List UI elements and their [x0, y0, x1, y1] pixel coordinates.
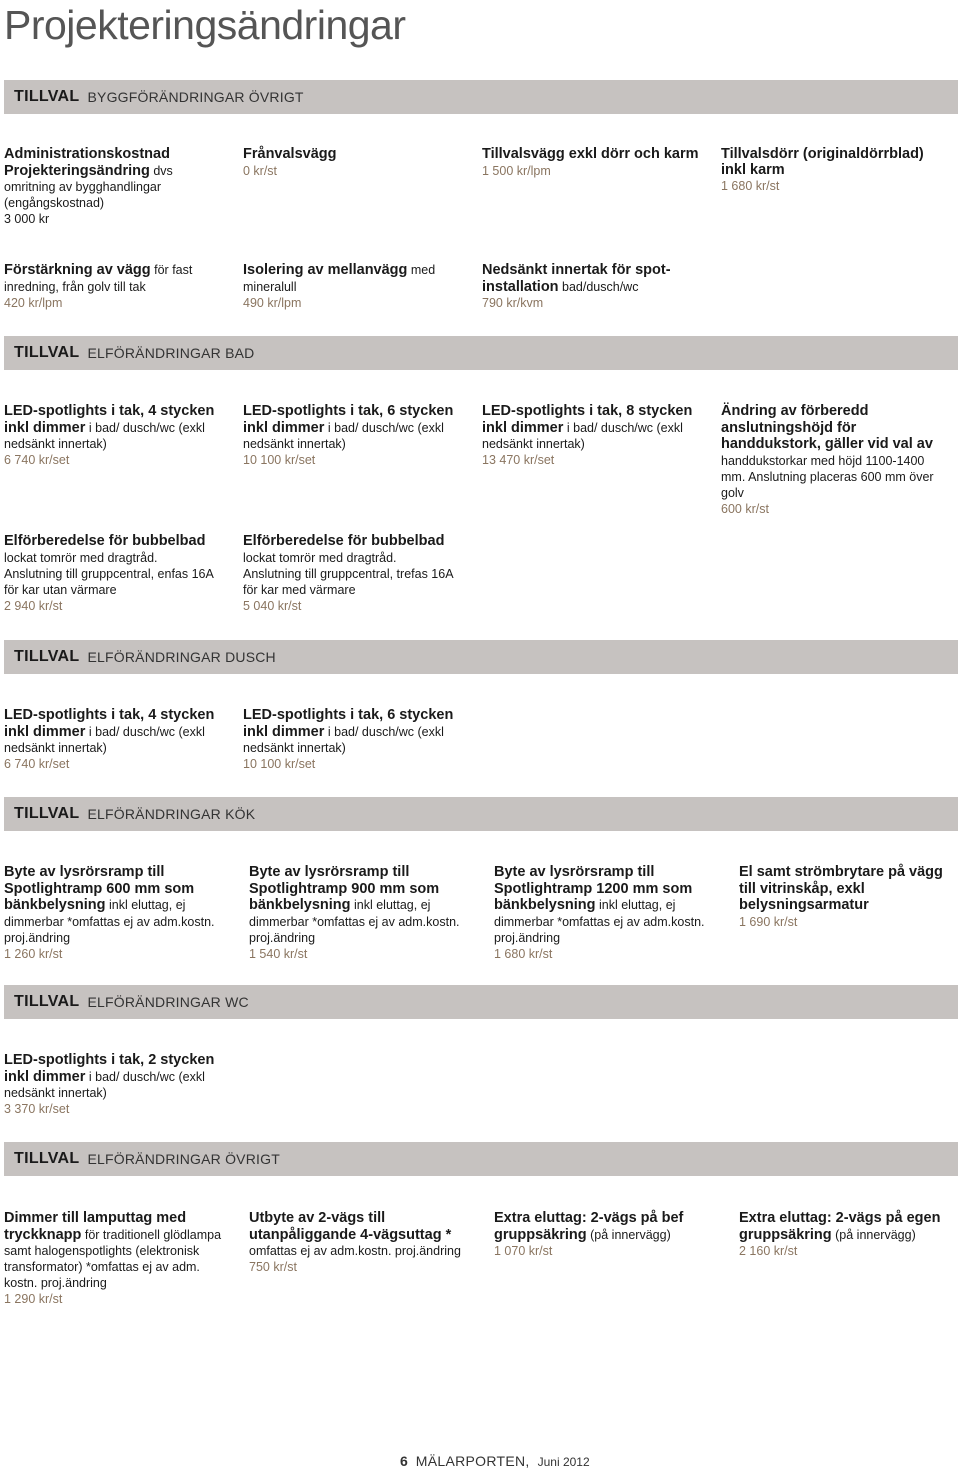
option-title: El samt strömbrytare på vägg till vitrinskåp, exkl belysningsarmatur — [739, 864, 943, 913]
section-header-el-ovrigt — [4, 1142, 958, 1176]
option-description: i bad/ dusch/wc (exkl nedsänkt innertak) — [4, 724, 205, 755]
section-header-el-dusch — [4, 640, 958, 674]
option-item — [4, 262, 243, 311]
section-tag: TILLVAL — [14, 993, 80, 1010]
option-price: 2 160 kr/st — [739, 1244, 798, 1258]
option-price: 1 680 kr/st — [721, 179, 780, 193]
option-price: 3 000 kr — [4, 212, 50, 226]
option-description: Anslutning till gruppcentral, trefas 16A — [243, 566, 454, 581]
option-description: omfattas ej av adm.kostn. proj.ändring — [249, 1244, 461, 1258]
section-tag: TILLVAL — [14, 648, 80, 665]
option-description: inkl eluttag, ej dimmerbar *omfattas ej av adm.kostn. proj.ändring — [249, 898, 460, 945]
option-title: Ändring av förberedd anslutningshöjd för handdukstork, gäller vid val av — [721, 403, 933, 452]
option-description: inkl eluttag, ej dimmerbar *omfattas ej av adm.kostn. proj.ändring — [4, 898, 215, 945]
option-title: Byte av lysrörsramp till Spotlightramp 600 mm som bänkbelysning — [4, 864, 195, 913]
option-item — [721, 403, 960, 517]
item-row — [4, 707, 482, 772]
option-title: Elförberedelse för bubbelbad — [243, 533, 445, 549]
option-price: 3 370 kr/set — [4, 1102, 70, 1116]
section-header-el-bad — [4, 336, 958, 370]
option-title: LED-spotlights i tak, 4 stycken inkl dimmer — [4, 403, 215, 436]
option-item — [4, 147, 243, 227]
option-item — [482, 147, 721, 227]
option-description: i bad/ dusch/wc (exkl nedsänkt innertak) — [4, 1069, 205, 1100]
option-price: 1 680 kr/st — [494, 946, 553, 961]
option-price: 1 540 kr/st — [249, 946, 308, 961]
option-description: Anslutning till gruppcentral, enfas 16A — [4, 566, 214, 581]
option-price: 5 040 kr/st — [243, 598, 302, 613]
section-tag: TILLVAL — [14, 344, 80, 361]
option-item — [4, 1210, 249, 1307]
option-description: i bad/ dusch/wc (exkl nedsänkt innertak) — [482, 420, 683, 451]
option-description: handdukstorkar med höjd 1100-1400 mm. Anslutning placeras 600 mm över golv — [721, 453, 934, 500]
option-description: inkl eluttag, ej dimmerbar *omfattas ej av adm.kostn. proj.ändring — [494, 898, 705, 945]
option-item — [243, 147, 482, 227]
option-title: Frånvalsvägg — [243, 146, 337, 162]
option-description: i bad/ dusch/wc (exkl nedsänkt innertak) — [243, 420, 444, 451]
option-title: LED-spotlights i tak, 6 stycken inkl dimmer — [243, 707, 454, 740]
option-title: Elförberedelse för bubbelbad — [4, 533, 206, 549]
option-price: 600 kr/st — [721, 501, 769, 516]
option-title: Isolering av mellanvägg — [243, 262, 408, 278]
option-description: (på innervägg) — [831, 1227, 916, 1242]
option-title: Byte av lysrörsramp till Spotlightramp 1200 mm som bänkbelysning — [494, 864, 693, 913]
section-header-el-kok — [4, 797, 958, 831]
option-description: lockat tomrör med dragtråd. — [243, 550, 397, 565]
option-price: 420 kr/lpm — [4, 295, 63, 310]
option-item — [4, 707, 243, 772]
option-item — [494, 1210, 739, 1307]
publication-date: Juni 2012 — [537, 1455, 590, 1469]
option-description: med mineralull — [243, 263, 436, 294]
section-tag: TILLVAL — [14, 88, 80, 105]
item-row — [4, 1210, 959, 1307]
option-item — [249, 864, 494, 962]
section-subtitle: ELFÖRÄNDRINGAR WC — [87, 994, 249, 1010]
option-item — [739, 864, 959, 962]
option-title: LED-spotlights i tak, 6 stycken inkl dimmer — [243, 403, 454, 436]
option-item — [721, 147, 960, 227]
option-title: Tillvalsvägg exkl dörr och karm — [482, 146, 699, 162]
option-price: 1 260 kr/st — [4, 946, 63, 961]
option-title: Förstärkning av vägg — [4, 262, 151, 278]
option-price: 1 070 kr/st — [494, 1244, 553, 1258]
option-description: omritning av bygghandlingar — [4, 180, 162, 194]
page-footer — [400, 1453, 590, 1469]
option-price: 1 290 kr/st — [4, 1292, 63, 1306]
option-description: lockat tomrör med dragtråd. — [4, 550, 158, 565]
option-item — [243, 534, 482, 614]
option-title: Byte av lysrörsramp till Spotlightramp 900 mm som bänkbelysning — [249, 864, 440, 913]
option-title: Administrationskostnad — [4, 146, 170, 162]
option-description: (engångskostnad) — [4, 196, 105, 210]
option-title: Nedsänkt innertak för spot-installation — [482, 262, 671, 295]
section-subtitle: ELFÖRÄNDRINGAR DUSCH — [87, 649, 276, 665]
item-row — [4, 534, 482, 614]
option-title: Dimmer till lamputtag med tryckknapp — [4, 1210, 187, 1243]
option-item — [494, 864, 739, 962]
section-tag: TILLVAL — [14, 805, 80, 822]
page-title: Projekteringsändringar — [4, 2, 406, 48]
section-subtitle: ELFÖRÄNDRINGAR BAD — [87, 345, 255, 361]
section-subtitle: ELFÖRÄNDRINGAR ÖVRIGT — [87, 1151, 280, 1167]
item-row — [4, 1052, 243, 1117]
section-header-el-wc — [4, 985, 958, 1019]
option-item — [243, 403, 482, 517]
option-price: 10 100 kr/set — [243, 453, 316, 467]
option-price: 13 470 kr/set — [482, 453, 555, 467]
option-price: 1 690 kr/st — [739, 914, 798, 929]
option-description: (på innervägg) — [586, 1227, 671, 1242]
option-item — [243, 707, 482, 772]
option-price: 10 100 kr/set — [243, 757, 316, 771]
option-item — [4, 403, 243, 517]
item-row — [4, 262, 721, 311]
option-description: bad/dusch/wc — [558, 279, 639, 294]
option-item — [4, 1052, 243, 1117]
option-price: 490 kr/lpm — [243, 295, 302, 310]
option-description: för fast inredning, från golv till tak — [4, 263, 193, 294]
option-title: LED-spotlights i tak, 4 stycken inkl dimmer — [4, 707, 215, 740]
option-price: 0 kr/st — [243, 163, 278, 178]
option-title: LED-spotlights i tak, 2 stycken inkl dimmer — [4, 1052, 215, 1085]
option-description: i bad/ dusch/wc (exkl nedsänkt innertak) — [243, 724, 444, 755]
item-row — [4, 403, 960, 517]
option-price: 750 kr/st — [249, 1260, 297, 1274]
item-row — [4, 864, 959, 962]
option-description: för kar utan värmare — [4, 582, 117, 597]
option-title: Extra eluttag: 2-vägs på egen gruppsäkring — [739, 1210, 941, 1243]
section-header-bygg-ovrigt — [4, 80, 958, 114]
page-number: 6 — [400, 1453, 408, 1469]
section-subtitle: ELFÖRÄNDRINGAR KÖK — [87, 806, 256, 822]
item-row — [4, 147, 960, 227]
option-price: 790 kr/kvm — [482, 296, 544, 310]
option-description: för kar med värmare — [243, 582, 356, 597]
option-description: för traditionell glödlampa samt halogenspotlights (elektronisk transformator) *omfattas ej av adm. kostn. proj.ändring — [4, 1227, 222, 1290]
option-title: Utbyte av 2-vägs till utanpåliggande 4-vägsuttag * — [249, 1210, 452, 1243]
option-title: Extra eluttag: 2-vägs på bef gruppsäkring — [494, 1210, 684, 1243]
option-item — [482, 403, 721, 517]
option-title: Projekteringsändring — [4, 162, 150, 179]
option-title: LED-spotlights i tak, 8 stycken inkl dimmer — [482, 403, 693, 436]
section-subtitle: BYGGFÖRÄNDRINGAR ÖVRIGT — [87, 89, 304, 105]
option-price: 6 740 kr/set — [4, 453, 70, 467]
option-item — [243, 262, 482, 311]
option-item — [482, 262, 721, 311]
option-item — [4, 864, 249, 962]
option-price: 2 940 kr/st — [4, 598, 63, 613]
option-item — [739, 1210, 959, 1307]
brand-name: MÄLARPORTEN, — [415, 1453, 530, 1469]
option-price: 6 740 kr/set — [4, 757, 70, 771]
option-description: i bad/ dusch/wc (exkl nedsänkt innertak) — [4, 420, 205, 451]
option-item — [4, 534, 243, 614]
option-description: dvs — [149, 163, 173, 178]
option-price: 1 500 kr/lpm — [482, 163, 551, 178]
section-tag: TILLVAL — [14, 1150, 80, 1167]
option-title: Tillvalsdörr (originaldörrblad) inkl karm — [721, 146, 924, 178]
option-item — [249, 1210, 494, 1307]
